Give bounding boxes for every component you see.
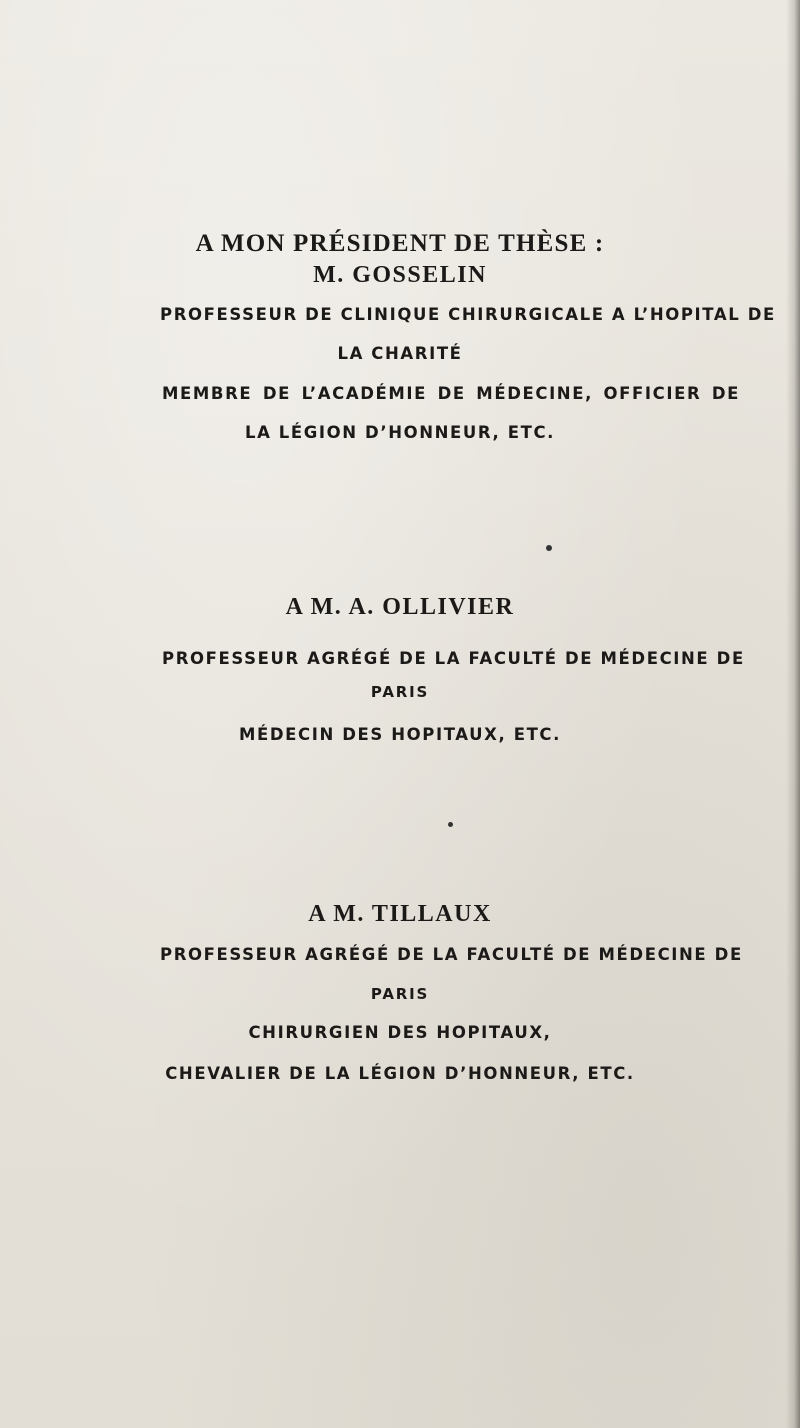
dedication-3-line-2: PARIS — [370, 985, 430, 1003]
dedication-1-name: M. GOSSELIN — [313, 262, 487, 288]
dedication-1-line-3: MEMBRE DE L’ACADÉMIE DE MÉDECINE, OFFICIER DE — [162, 384, 740, 403]
dedication-3-name: A M. TILLAUX — [308, 901, 492, 927]
page-edge-shadow — [786, 0, 800, 1428]
dedication-heading: A MON PRÉSIDENT DE THÈSE : — [195, 230, 605, 257]
ornament-dot — [448, 822, 453, 827]
dedication-2-name: A M. A. OLLIVIER — [285, 594, 515, 620]
ornament-dot — [546, 545, 552, 551]
dedication-1-line-2: LA CHARITÉ — [337, 344, 463, 363]
dedication-1-line-1: PROFESSEUR DE CLINIQUE CHIRURGICALE A L’HOPITAL DE — [160, 305, 776, 324]
dedication-2-line-3: MÉDECIN DES HOPITAUX, ETC. — [239, 725, 561, 744]
dedication-3-line-1: PROFESSEUR AGRÉGÉ DE LA FACULTÉ DE MÉDECINE DE — [160, 945, 743, 964]
dedication-3-line-4: CHEVALIER DE LA LÉGION D’HONNEUR, ETC. — [165, 1064, 635, 1083]
dedication-2-line-2: PARIS — [370, 683, 430, 701]
dedication-2-line-1: PROFESSEUR AGRÉGÉ DE LA FACULTÉ DE MÉDECINE DE — [162, 649, 745, 668]
dedication-1-line-4: LA LÉGION D’HONNEUR, ETC. — [244, 423, 556, 442]
dedication-3-line-3: CHIRURGIEN DES HOPITAUX, — [248, 1023, 552, 1042]
